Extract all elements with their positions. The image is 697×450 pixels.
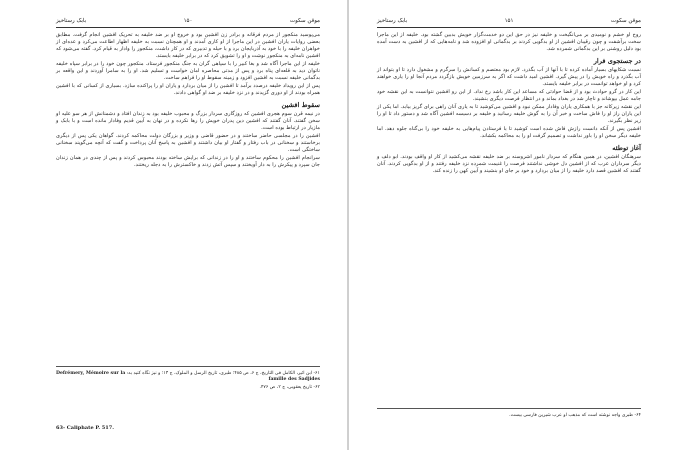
paragraph: این نقشه زیرکانه جز با همکاری یاران وفادار ممکن نبود و افشین می‌کوشید تا به یاری آنان راهی برای گریز بیابد. اما یکی از این یاران راز او را فاش ساخت و خبر آن را به گوش خلیفه رسانید و خلیفه بر دسیسه افشین آگاه شد و دستور داد تا او را زیر نظر بگیرند. [377,104,641,124]
footnote [56,371,320,384]
right-page-body [377,32,641,176]
left-header-subtitle: بابک رستاخیز [56,18,87,24]
footnote-latin-citation: Defrémery, Mémoire sur la famille des Sadjides [56,371,320,383]
left-page-number: ۱۵۰ [183,18,193,24]
paragraph: سرهنگان افشین، در همین هنگام که سردار نامور اشروسنه بر ضد خلیفه نقشه می‌کشید از کار او واقف بودند. ابو دلف و دیگر سرداران عرب که از افشین دل خوشی نداشتند فرصت را غنیمت شمرده نزد خلیفه رفتند و از او بدگویی کردند. آنان گفتند که افشین قصد دارد خلیفه را از میان بردارد و خود بر جای او بنشیند و آیین کهن را زنده کند. [377,154,641,174]
paragraph: خلیفه از این ماجرا آگاه شد و بغا کبیر را با سپاهی گران به جنگ منکجور فرستاد. منکجور چون خود را در برابر سپاه خلیفه ناتوان دید به قلعه‌ای پناه برد و پس از مدتی محاصره امان خواست و تسلیم شد. او را به سامرا آوردند و این واقعه بر بدگمانی خلیفه نسبت به افشین افزود و زمینه سقوط او را فراهم ساخت. [56,61,320,81]
section-title-afshin-fall: سقوط افشین [281,101,320,109]
left-header-title: موقن سکوت [289,18,320,24]
section-title-conspiracy: آغاز توطئه [612,144,641,152]
paragraph: افشین پس از آنکه دانست رازش فاش شده است کوشید تا با فرستادن پیام‌هایی به خلیفه خود را بی‌گناه جلوه دهد. اما خلیفه دیگر سخن او را باور نداشت و تصمیم گرفت او را به محاکمه بکشاند. [377,126,641,139]
paragraph: در نیمه قرن سوم هجری افشین که روزگاری سردار بزرگ و محبوب خلیفه بود به زندان افتاد و دشمنانش از هر سو علیه او سخن گفتند. آنان گفتند که افشین دین پدران خویش را رها نکرده و در نهان به آیین قدیم وفادار مانده است و با بابک و مازیار در ارتباط بوده است. [56,111,320,131]
footnote: ۶۴- طبری واجه نوشته است که مذهب او عرب شیرین فارسی بیست. [509,413,641,418]
left-page-header [56,17,320,28]
paragraph: می‌پوسید منکجور از مردم فرقانه و برادر زن افشین بود و خروج او بر ضد خلیفه به تحریک افشین انجام گرفت. مطابق بعضی روایات یاران افشین در این ماجرا از او کاری آمدند و او همچنان نسبت به خلیفه اظهار اطاعت می‌کرد و عده‌ای از خواهران خلیفه را با خود به آذربایجان برد و با حیله و تدبیری که در کار داشت، منکجور را وادار به قیام کرد. گفته می‌شود که افشین نامه‌ای به منکجور نوشت و او را تشویق کرد که در برابر خلیفه بایستد. [56,32,320,59]
right-header-subtitle: بابک رستاخیز [377,18,408,24]
left-page-body [56,32,320,170]
paragraph: پس از این رویداد خلیفه درصدد برآمد تا افشین را از میان بردارد و یاران او را پراکنده سازد. بسیاری از کسانی که با افشین همراه بودند از او دوری گزیدند و در نزد خلیفه بر ضد او گواهی دادند. [56,83,320,96]
right-page [349,0,697,450]
left-footnotes [56,366,320,392]
paragraph: این کار در گرو حوادث بود و از قضا حوادثی که مساعد این کار باشد رخ نداد. از این رو افشین نتوانست به این نقشه خود جامه عمل بپوشاند و ناچار شد در بغداد بماند و در انتظار فرصت دیگری بنشیند. [377,89,641,102]
paragraph: روح او خشم و نومیدی بر می‌انگیخت و خلیفه نیز در حق این دو خدمت‌گزار خویش بدبین گشته بود. خلیفه از این ماجرا سخت برآشفت و چون رقیبان افشین از او بدگویی کردند بر بدگمانی او افزوده شد و نامه‌هایی که از افشین به دست آمده بود دلیل روشنی بر این بدگمانی شمرده شد. [377,32,641,52]
right-header-title: موقن سکوت [610,18,641,24]
paragraph: افشین را در مجلسی حاضر ساختند و در حضور قاضی و وزیر و بزرگان دولت محاکمه کردند. گواهان یکی پس از دیگری برخاستند و سخنانی در باب رفتار و گفتار او بیان داشتند و افشین به پاسخ آنان پرداخت و گفت که آنچه می‌گویند سخنانی ساختگی است. [56,133,320,153]
footnote: ۶۲- تاریخ یعقوبی، ج ۲، ص ۴۷۶. [259,384,320,390]
left-page [0,0,348,450]
right-footnotes [377,408,641,420]
footnote-text: ۶۱- ابن اثیر، الکامل فی التاریخ، ج ۶، ص ۴۸۵؛ طبری، تاریخ الرسل و الملوک، ج ۱۳؛ و نیز نگاه کنید به: [126,371,320,376]
paragraph: نسبت شکایهای بسیار آماده کرده تا با آنها از آب بگذرد. لازم بود معتصم و کسانش را سرگرم و مشغول دارد تا او بتواند از آب بگذرد و راه خویش را در پیش گیرد. افشین امید داشت که اگر به سرزمین خویش بازگردد مردم آنجا او را یاری خواهند کرد و او خواهد توانست در برابر خلیفه بایستد. [377,67,641,87]
right-page-header [377,17,641,28]
paragraph: سرانجام افشین را محکوم ساختند و او را در زندانی که برایش ساخته بودند محبوس کردند و پس از چندی در همان زندان جان سپرد و پیکرش را به دار آویختند و سپس آتش زدند و خاکسترش را به دجله ریختند. [56,155,320,168]
right-page-number: ۱۵۱ [504,18,514,24]
footnote-reference: 63- Caliphate P. 517. [56,425,114,431]
section-title-escape: در جستجوی فرار [593,57,641,65]
